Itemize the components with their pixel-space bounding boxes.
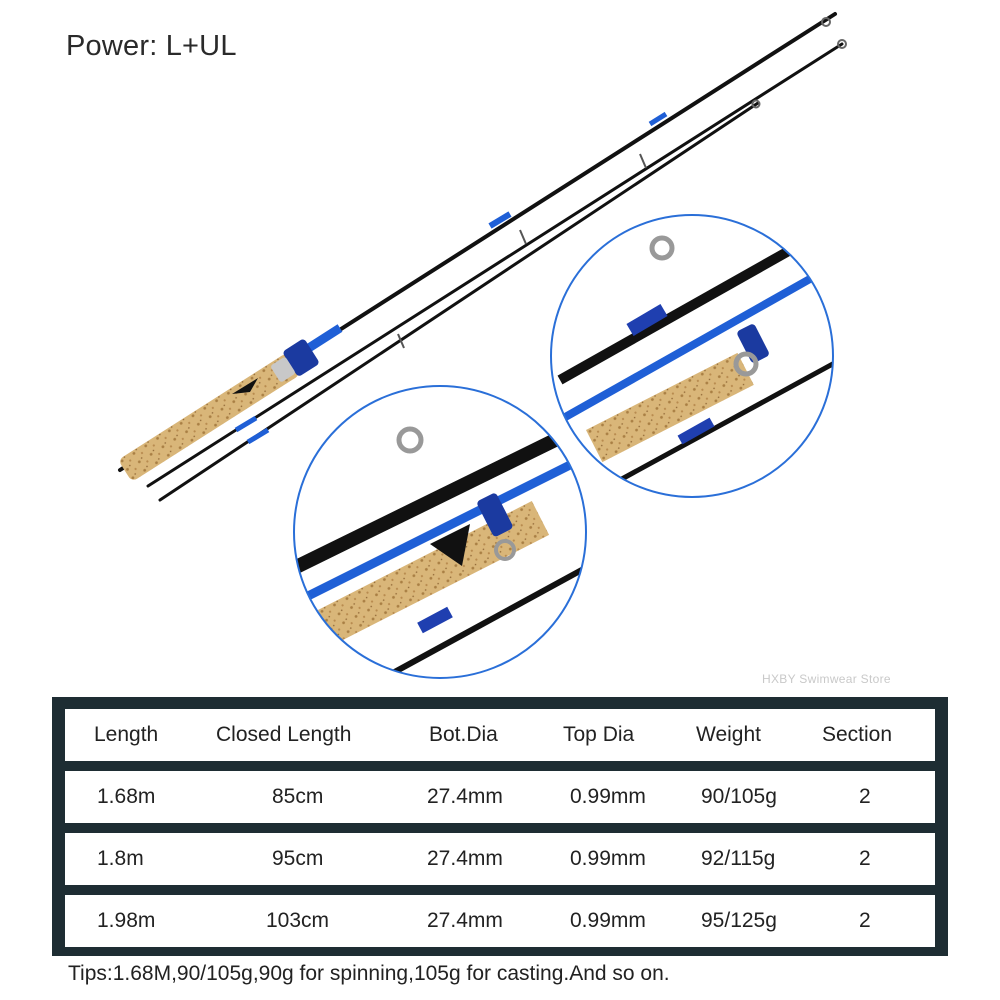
store-watermark: HXBY Swimwear Store xyxy=(762,672,891,686)
header-weight: Weight xyxy=(696,723,761,746)
cell-closed-length: 85cm xyxy=(272,785,324,808)
cell-weight: 95/125g xyxy=(701,909,777,932)
cell-section: 2 xyxy=(859,785,871,808)
power-title: Power: L+UL xyxy=(66,30,237,62)
cell-length: 1.8m xyxy=(97,847,144,870)
table-row xyxy=(65,895,935,947)
cell-closed-length: 95cm xyxy=(272,847,324,870)
cell-weight: 90/105g xyxy=(701,785,777,808)
header-section: Section xyxy=(822,723,893,746)
cell-bot-dia: 27.4mm xyxy=(427,785,503,808)
spec-table xyxy=(52,697,948,956)
header-top-dia: Top Dia xyxy=(563,723,635,746)
cell-length: 1.98m xyxy=(97,909,156,932)
detail-circle-casting xyxy=(290,386,600,680)
tips-note: Tips:1.68M,90/105g,90g for spinning,105g for casting.And so on. xyxy=(68,962,670,985)
table-row xyxy=(65,833,935,885)
cell-closed-length: 103cm xyxy=(266,909,330,932)
cell-top-dia: 0.99mm xyxy=(570,785,646,808)
cell-section: 2 xyxy=(859,847,871,870)
detail-circle-spinning xyxy=(551,215,840,497)
cell-section: 2 xyxy=(859,909,871,932)
cell-top-dia: 0.99mm xyxy=(570,909,646,932)
table-row xyxy=(65,771,935,823)
cell-bot-dia: 27.4mm xyxy=(427,847,503,870)
cell-bot-dia: 27.4mm xyxy=(427,909,503,932)
header-length: Length xyxy=(94,723,159,746)
table-header-row xyxy=(65,709,935,761)
header-bot-dia: Bot.Dia xyxy=(429,723,498,746)
cell-length: 1.68m xyxy=(97,785,156,808)
header-closed-length: Closed Length xyxy=(216,723,352,746)
cell-weight: 92/115g xyxy=(701,847,776,870)
cell-top-dia: 0.99mm xyxy=(570,847,646,870)
